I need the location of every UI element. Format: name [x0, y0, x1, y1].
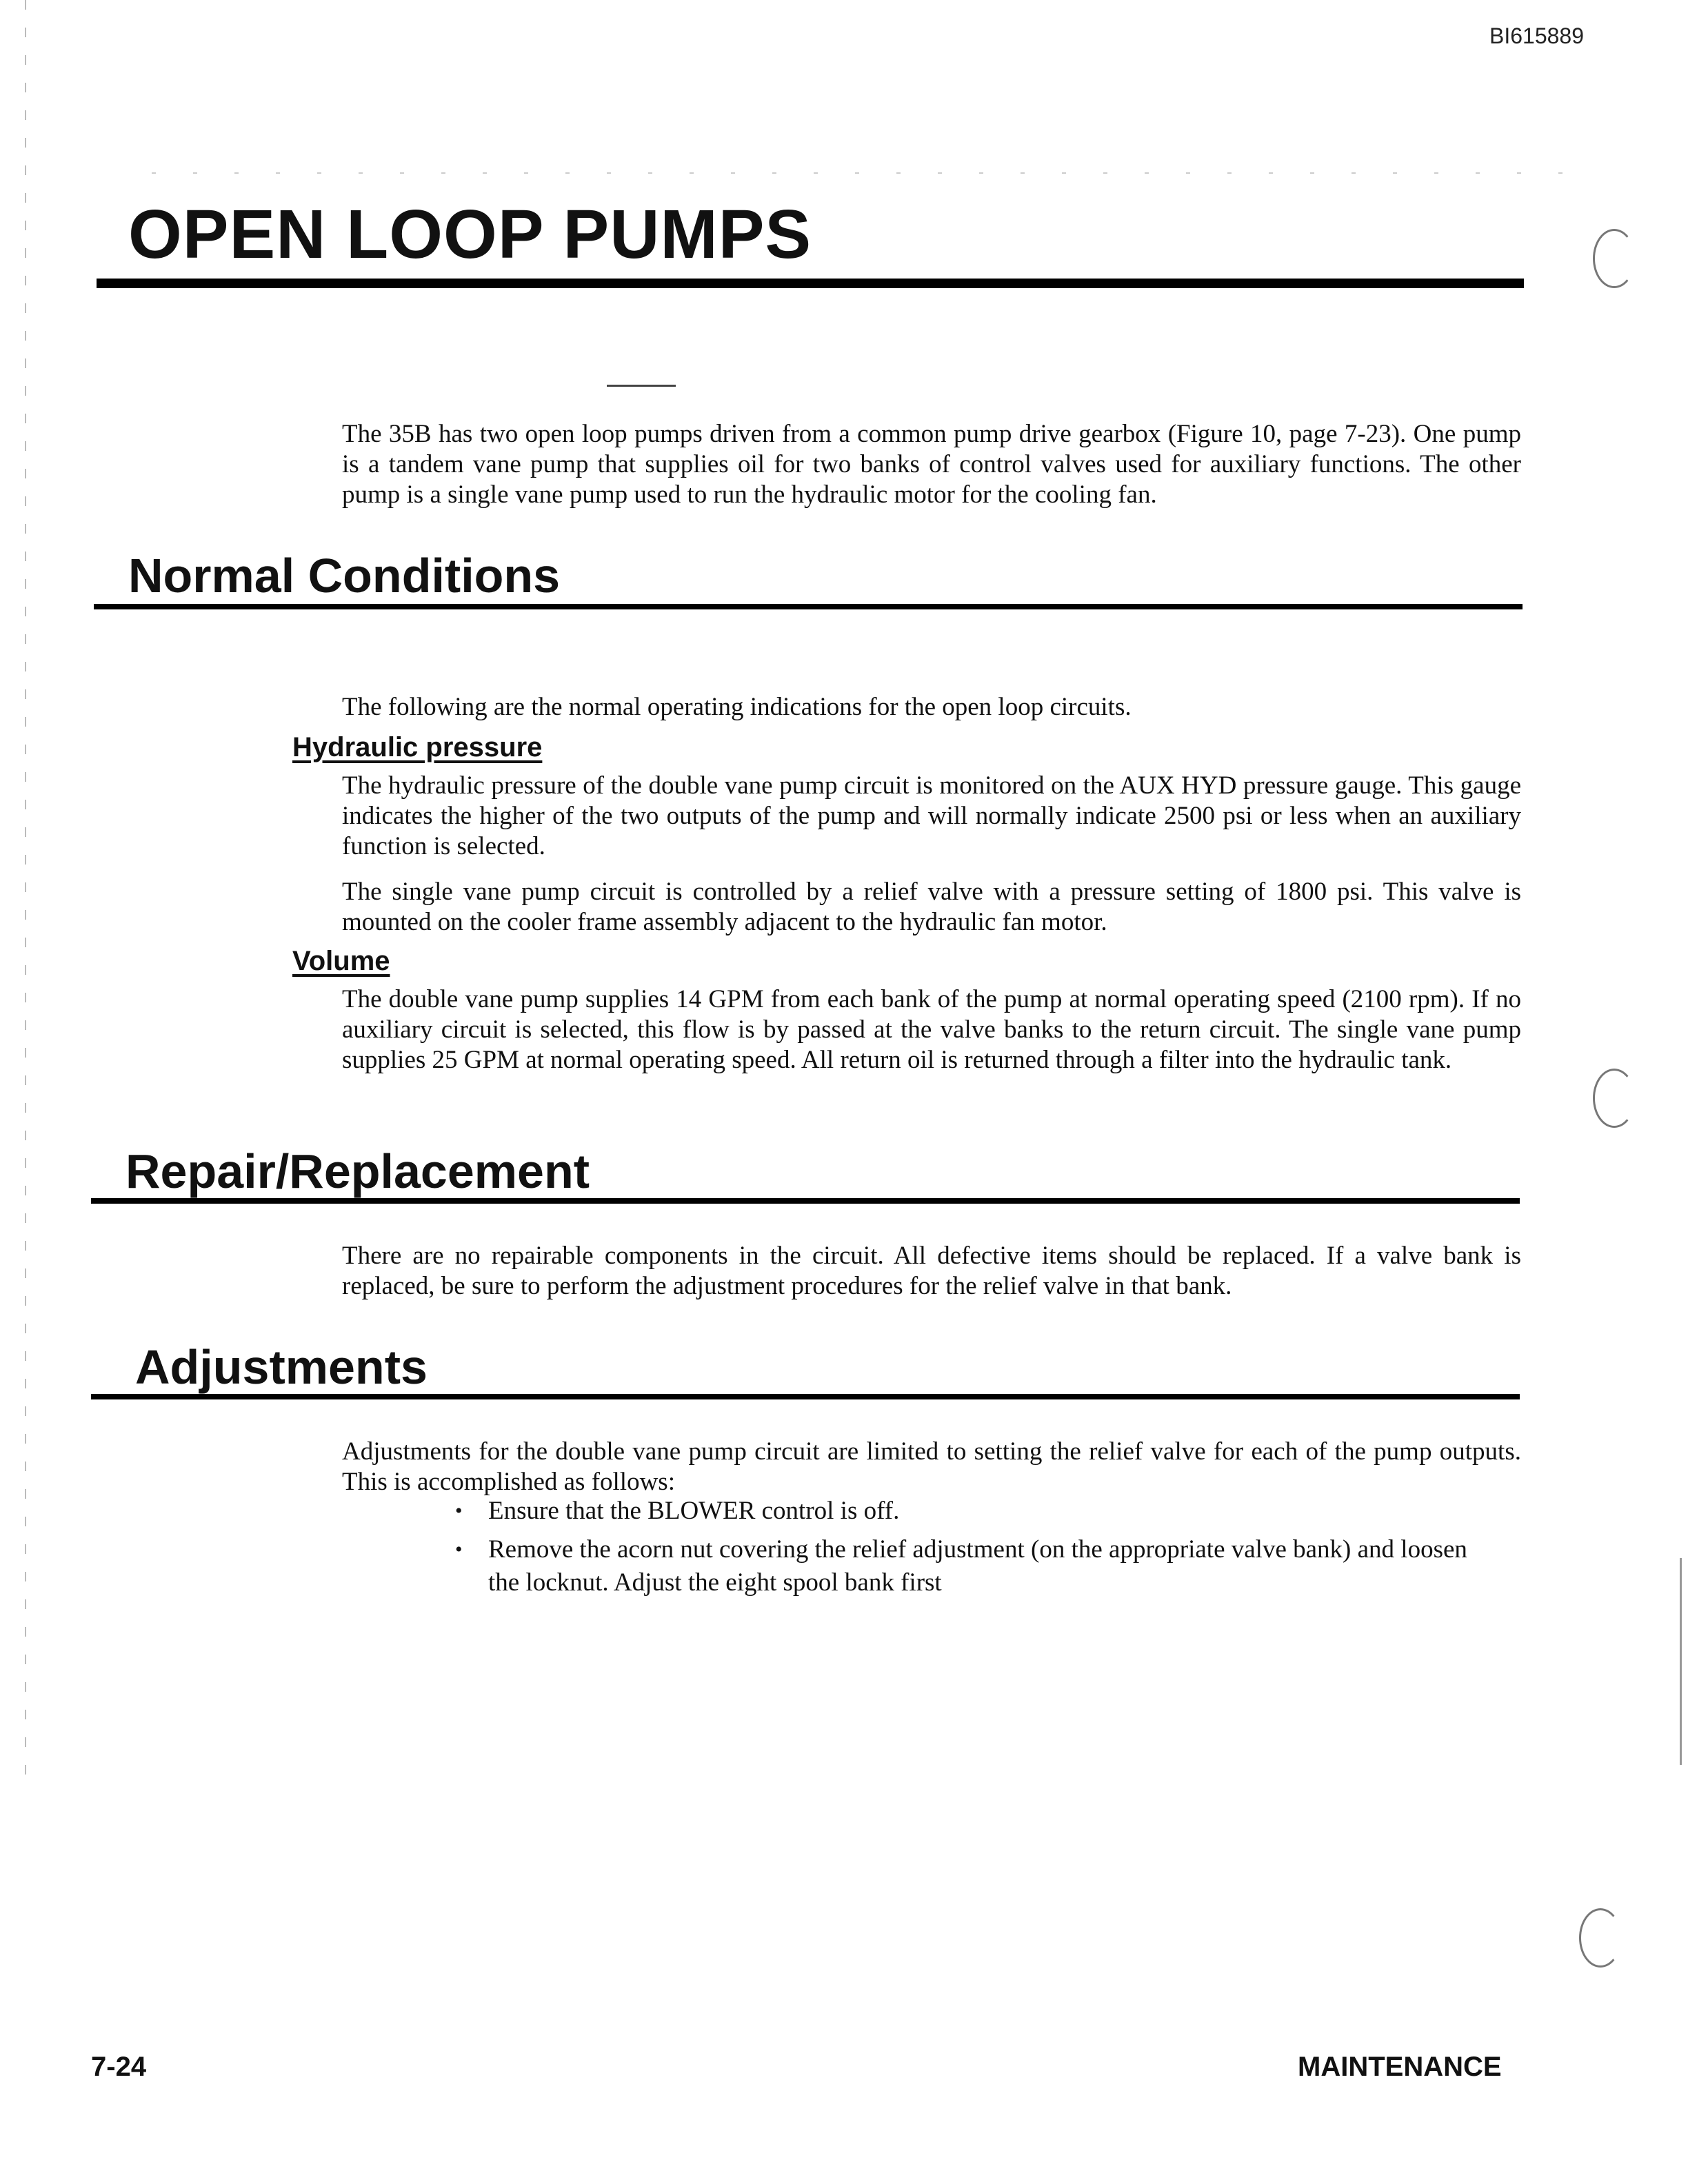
- section-heading-repair-replacement: Repair/Replacement: [125, 1144, 590, 1198]
- scan-artifact-top-dots: [152, 172, 1572, 174]
- hydraulic-pressure-paragraph-1: The hydraulic pressure of the double vane pump circuit is monitored on the AUX HYD pressure gauge. This gauge indicates the higher of the two outputs of the pump and will normally indicate 2500 psi or less when an auxiliary function is selected.: [342, 771, 1521, 860]
- bullet-icon: •: [455, 1538, 463, 1561]
- section-rule-adjustments: [91, 1394, 1520, 1399]
- punch-hole-top: [1593, 229, 1636, 288]
- section-rule-repair-replacement: [91, 1198, 1520, 1204]
- decorative-dash: [607, 385, 676, 387]
- adjustment-step-1: [455, 1495, 1476, 1528]
- adjustment-steps-list: [455, 1495, 1476, 1605]
- punch-hole-bottom: [1579, 1908, 1622, 1968]
- volume-paragraph: The double vane pump supplies 14 GPM from each bank of the pump at normal operating speed (2100 rpm). If no auxiliary circuit is selected, this flow is by passed at the valve banks to the return circuit. The single vane pump supplies 25 GPM at normal operating speed. All return oil is returned through a filter into the hydraulic tank.: [342, 985, 1521, 1074]
- footer-section-name: MAINTENANCE: [1298, 2052, 1502, 2082]
- normal-conditions-intro: The following are the normal operating indications for the open loop circuits.: [342, 693, 1132, 721]
- section-heading-normal-conditions: Normal Conditions: [128, 549, 561, 603]
- punch-hole-middle: [1593, 1069, 1636, 1128]
- section-rule-normal-conditions: [94, 604, 1523, 609]
- document-id: BI615889: [1489, 23, 1585, 48]
- subheading-hydraulic-pressure: Hydraulic pressure: [292, 732, 543, 762]
- title-rule: [97, 279, 1524, 288]
- adjustments-paragraph: Adjustments for the double vane pump circuit are limited to setting the relief valve for each of the pump outputs. This is accomplished as follows:: [342, 1437, 1521, 1496]
- page-title: OPEN LOOP PUMPS: [128, 196, 812, 273]
- section-heading-adjustments: Adjustments: [135, 1340, 428, 1394]
- repair-paragraph: There are no repairable components in the circuit. All defective items should be replaced. If a valve bank is replaced, be sure to perform the adjustment procedures for the relief valve in that bank.: [342, 1242, 1521, 1300]
- scan-artifact-right-edge: [1680, 1558, 1682, 1765]
- subheading-volume: Volume: [292, 946, 390, 976]
- scan-artifact-left-edge: [25, 0, 26, 1792]
- adjustment-step-2: [455, 1533, 1476, 1599]
- hydraulic-pressure-paragraph-2: The single vane pump circuit is controlled by a relief valve with a pressure setting of 1800 psi. This valve is mounted on the cooler frame assembly adjacent to the hydraulic fan motor.: [342, 878, 1521, 936]
- adjustment-step-1-text: Ensure that the BLOWER control is off.: [488, 1497, 900, 1525]
- footer-page-number: 7-24: [91, 2052, 147, 2082]
- intro-paragraph: The 35B has two open loop pumps driven from a common pump drive gearbox (Figure 10, page 7-23). One pump is a tandem vane pump that supplies oil for two banks of control valves used for auxiliary functions. The other pump is a single vane pump used to run the hydraulic motor for the cooling fan.: [342, 420, 1521, 509]
- bullet-icon: •: [455, 1499, 463, 1522]
- adjustment-step-2-text: Remove the acorn nut covering the relief adjustment (on the appropriate valve bank) and loosen the locknut. Adjust the eight spool bank first: [488, 1535, 1467, 1597]
